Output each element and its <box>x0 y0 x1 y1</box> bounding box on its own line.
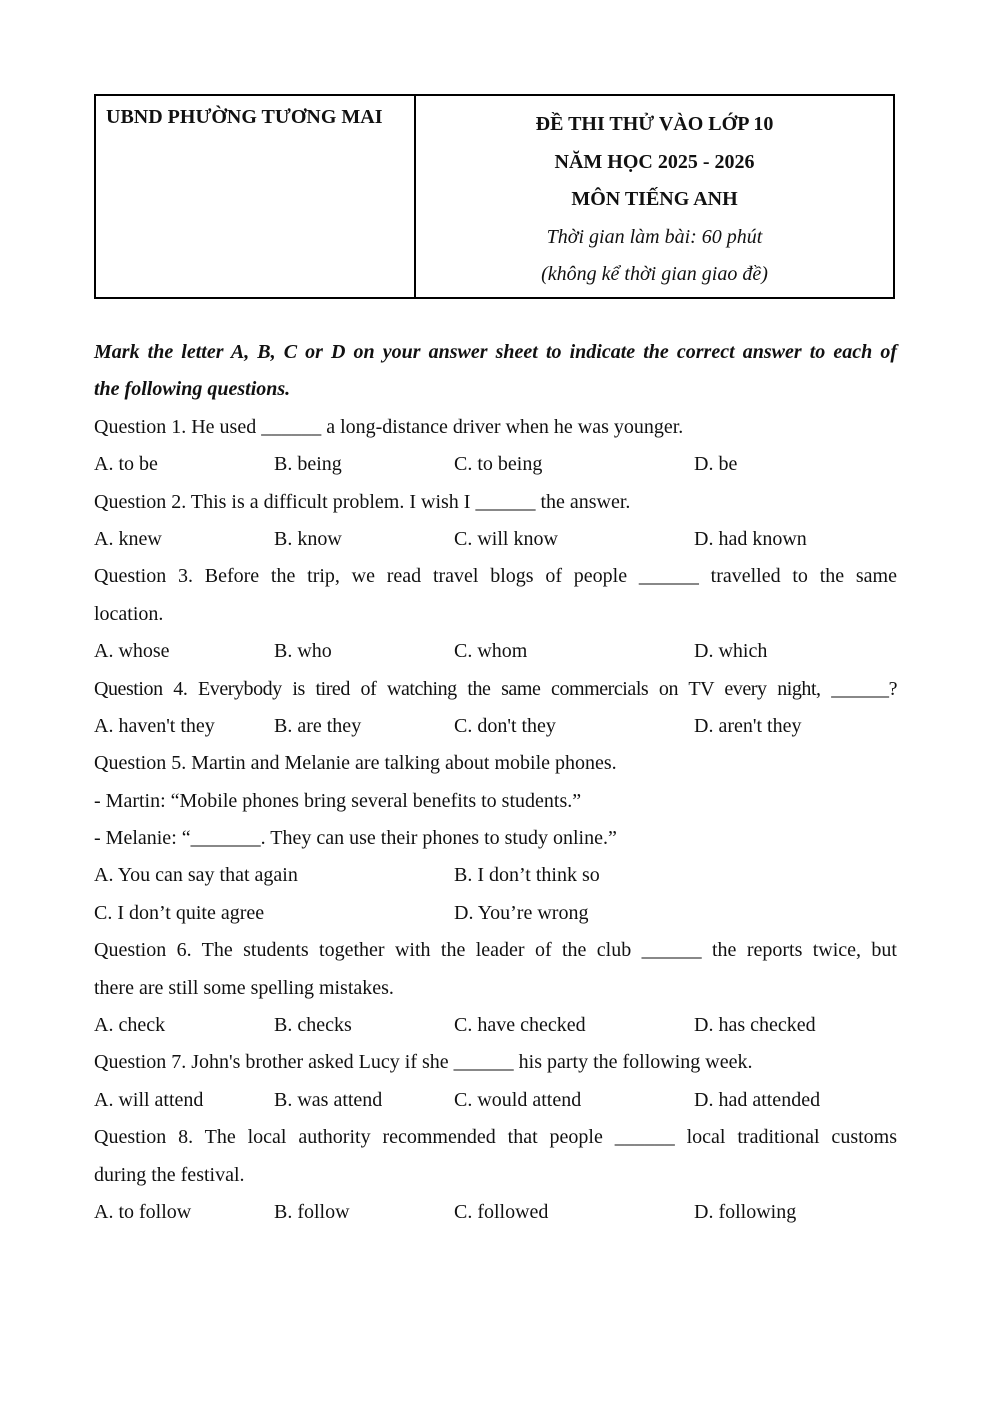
time-limit: Thời gian làm bài: 60 phút <box>546 225 763 248</box>
q2-option-b: B. know <box>274 527 342 550</box>
q3-option-d: D. which <box>694 640 768 663</box>
question-3-options <box>94 633 897 670</box>
q3-option-b: B. who <box>274 640 332 663</box>
question-8-line-1: Question 8. The local authority recommended that people ______ local traditional customs <box>94 1126 897 1149</box>
q4-option-d: D. aren't they <box>694 714 802 737</box>
q4-option-c: C. don't they <box>454 714 556 737</box>
q6-option-b: B. checks <box>274 1014 352 1037</box>
q6-option-c: C. have checked <box>454 1014 586 1037</box>
question-5-options-row-1 <box>94 857 897 894</box>
q3-option-a: A. whose <box>94 640 170 663</box>
q7-option-c: C. would attend <box>454 1088 582 1111</box>
question-6-line-2: there are still some spelling mistakes. <box>94 976 394 999</box>
q3-option-c: C. whom <box>454 640 528 663</box>
q7-option-b: B. was attend <box>274 1088 383 1111</box>
q2-option-a: A. knew <box>94 527 162 550</box>
question-6-options <box>94 1007 897 1044</box>
exam-title: ĐỀ THI THỬ VÀO LỚP 10 <box>535 113 774 135</box>
q8-option-a: A. to follow <box>94 1200 192 1223</box>
q1-option-d: D. be <box>694 453 738 476</box>
question-4-options <box>94 708 897 745</box>
q5-option-a: A. You can say that again <box>94 864 298 887</box>
question-2-options <box>94 521 897 558</box>
time-note: (không kể thời gian giao đề) <box>541 263 768 285</box>
exam-content <box>94 334 897 1231</box>
question-1-options <box>94 446 897 483</box>
q5-option-b: B. I don’t think so <box>454 864 600 887</box>
q2-option-d: D. had known <box>694 527 807 550</box>
header-table <box>94 94 895 299</box>
q8-option-b: B. follow <box>274 1200 350 1223</box>
q6-option-a: A. check <box>94 1014 166 1037</box>
q6-option-d: D. has checked <box>694 1014 816 1037</box>
q7-option-d: D. had attended <box>694 1088 821 1111</box>
q1-option-a: A. to be <box>94 453 158 476</box>
issuer-name: UBND PHƯỜNG TƯƠNG MAI <box>106 106 383 128</box>
issuer-cell <box>96 96 416 297</box>
q1-option-b: B. being <box>274 453 342 476</box>
question-3-line-2: location. <box>94 602 164 625</box>
question-3-line-1: Question 3. Before the trip, we read travel blogs of people ______ travelled to the same <box>94 565 897 588</box>
q8-option-d: D. following <box>694 1200 797 1223</box>
school-year: NĂM HỌC 2025 - 2026 <box>554 150 755 173</box>
q4-option-b: B. are they <box>274 714 362 737</box>
q8-option-c: C. followed <box>454 1200 549 1223</box>
question-1: Question 1. He used ______ a long-distance driver when he was younger. <box>94 415 684 438</box>
q5-option-d: D. You’re wrong <box>454 901 589 924</box>
subject: MÔN TIẾNG ANH <box>571 188 738 210</box>
exam-info-cell <box>416 96 893 297</box>
q7-option-a: A. will attend <box>94 1088 204 1111</box>
question-7-options <box>94 1082 897 1119</box>
q5-dialogue-melanie: - Melanie: “_______. They can use their phones to study online.” <box>94 827 617 850</box>
q4-option-a: A. haven't they <box>94 714 215 737</box>
question-5-options-row-2 <box>94 895 897 932</box>
q5-dialogue-martin: - Martin: “Mobile phones bring several benefits to students.” <box>94 789 582 812</box>
question-8-options <box>94 1194 897 1231</box>
question-7: Question 7. John's brother asked Lucy if she ______ his party the following week. <box>94 1051 753 1074</box>
question-6-line-1: Question 6. The students together with the leader of the club ______ the reports twice, but <box>94 939 897 962</box>
question-4: Question 4. Everybody is tired of watching the same commercials on TV every night, ______? <box>94 677 897 700</box>
q5-option-c: C. I don’t quite agree <box>94 901 265 924</box>
instruction-line-2: the following questions. <box>94 378 291 401</box>
question-8-line-2: during the festival. <box>94 1163 245 1186</box>
question-5: Question 5. Martin and Melanie are talking about mobile phones. <box>94 752 617 775</box>
question-2: Question 2. This is a difficult problem. I wish I ______ the answer. <box>94 490 631 513</box>
q2-option-c: C. will know <box>454 527 558 550</box>
q1-option-c: C. to being <box>454 453 543 476</box>
instruction-line-1: Mark the letter A, B, C or D on your answer sheet to indicate the correct answer to each of <box>94 341 897 363</box>
